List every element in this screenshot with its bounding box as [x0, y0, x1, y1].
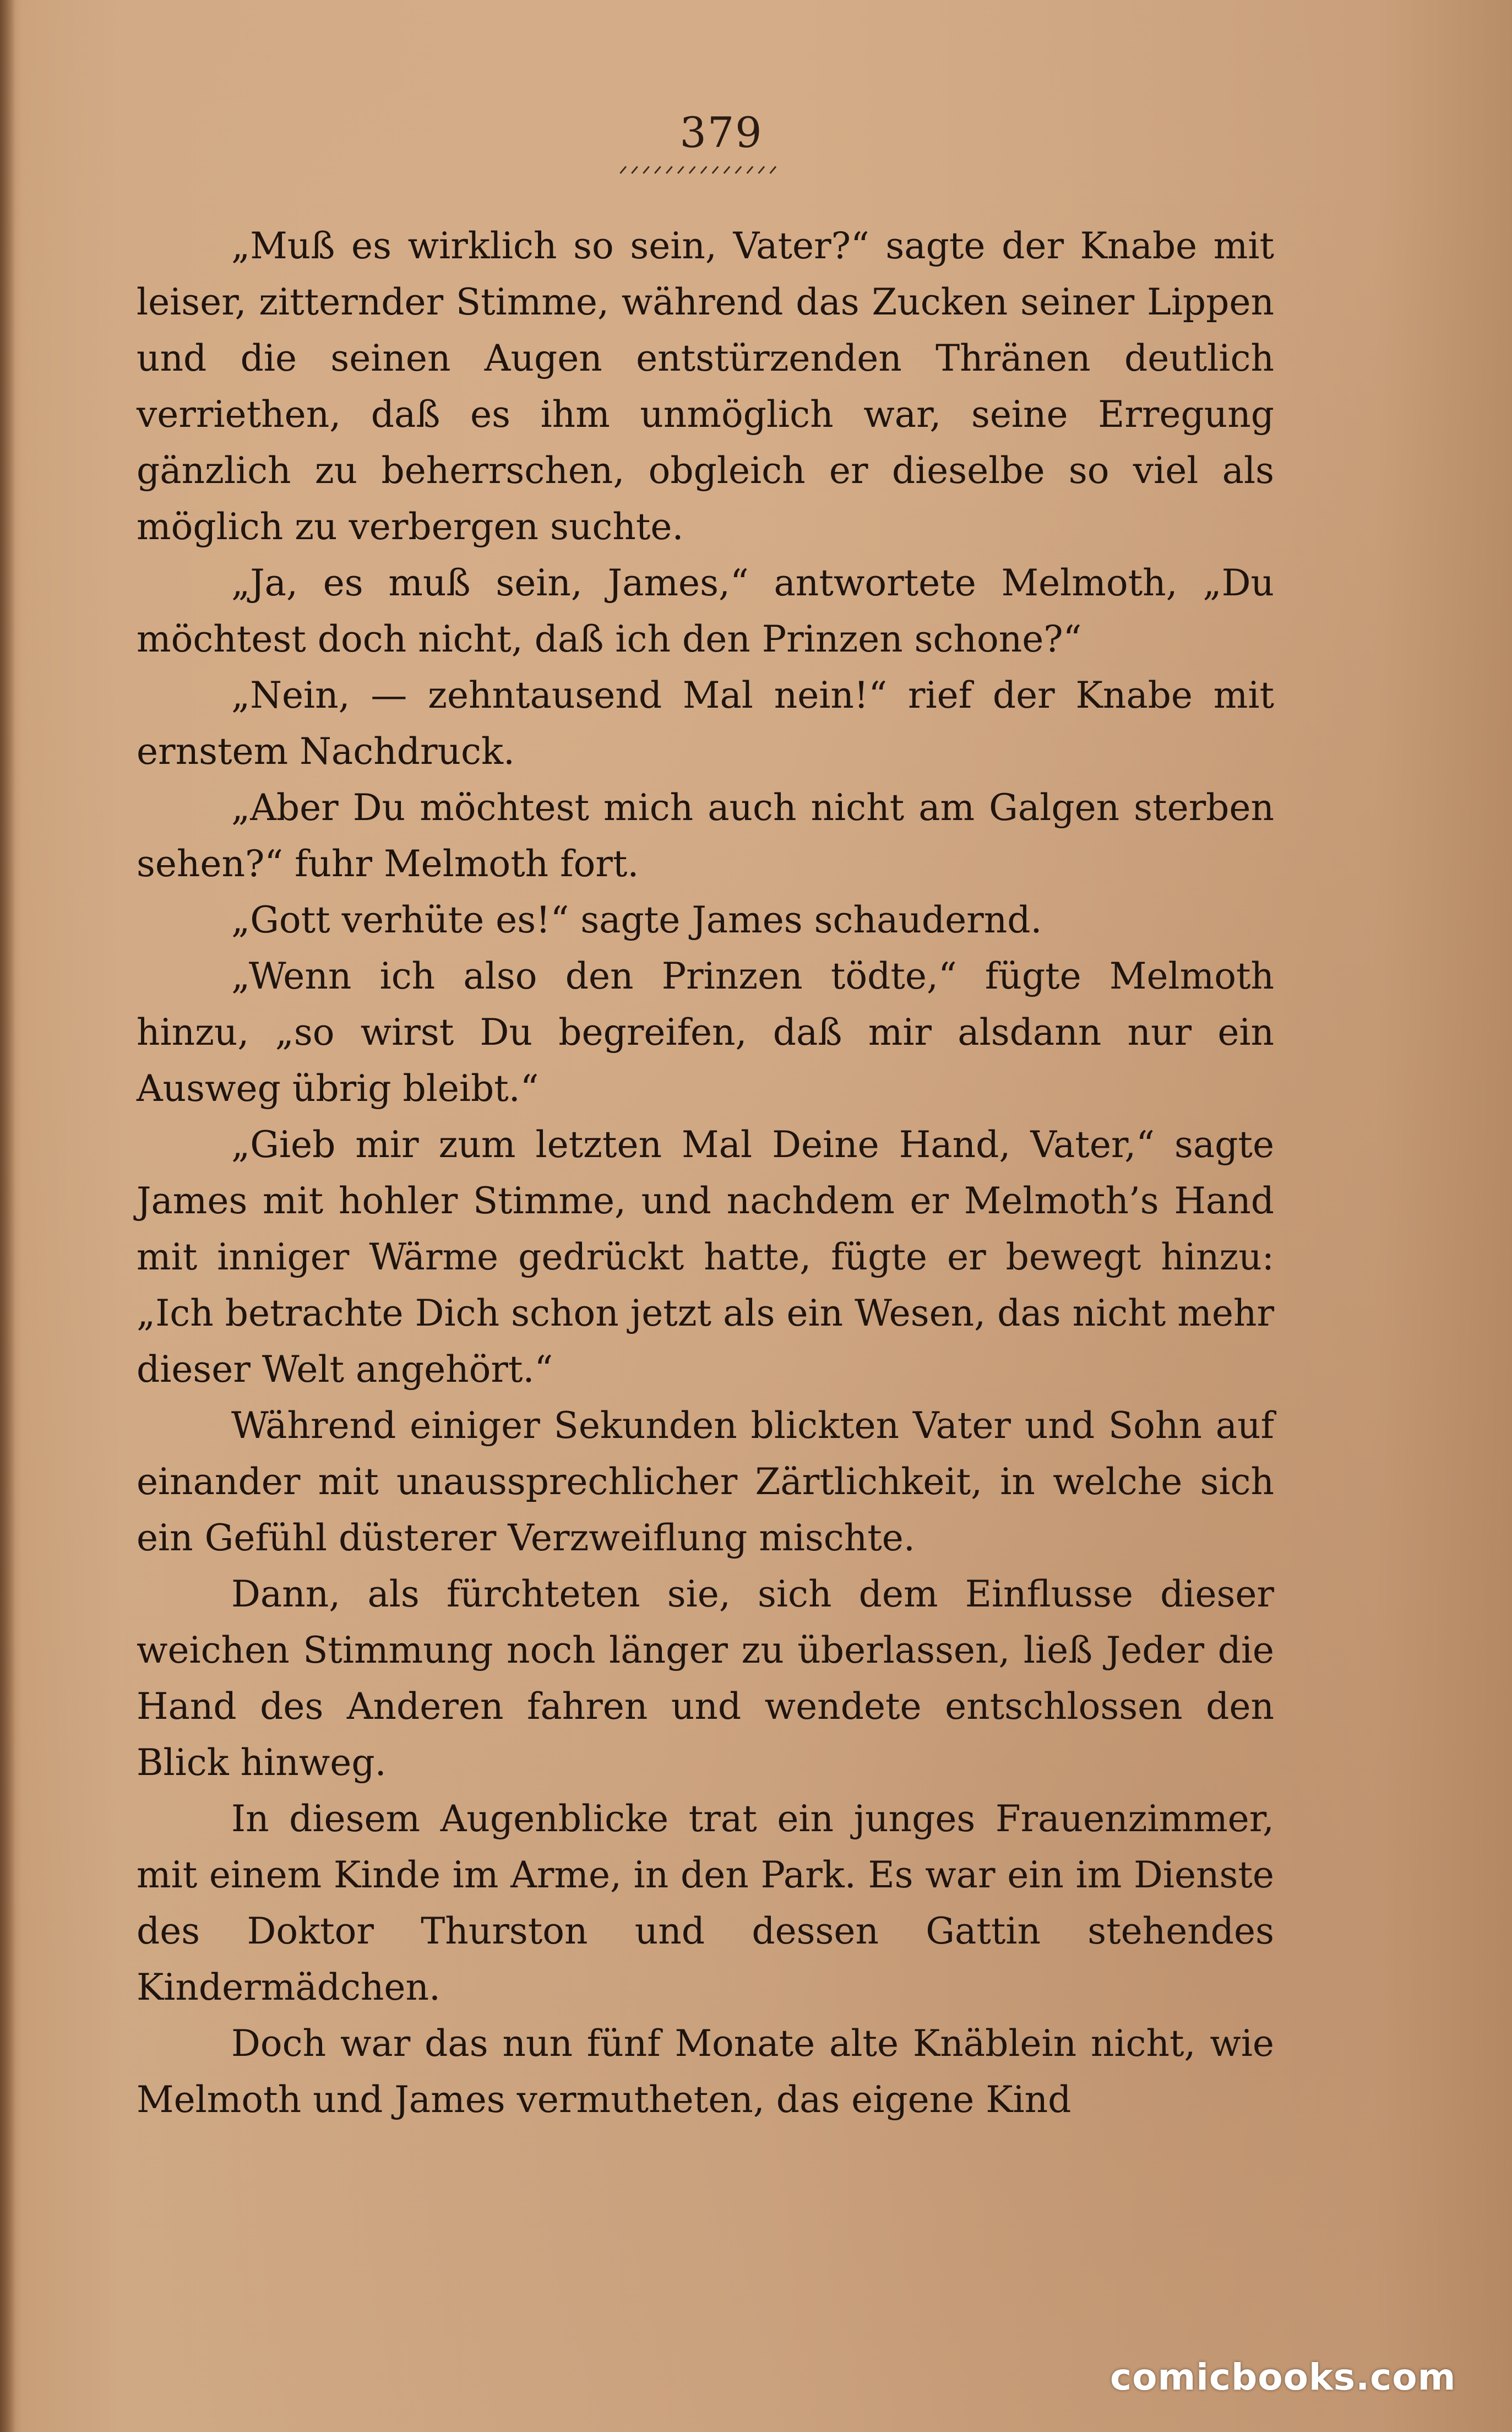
watermark-text: comicbooks.com: [1110, 2356, 1456, 2398]
paragraph-4: „Aber Du möchtest mich auch nicht am Galgen sterben sehen?“ fuhr Melmoth fort.: [137, 786, 1274, 885]
paragraph-1: „Muß es wirklich so sein, Vater?“ sagte der Knabe mit leiser, zitternder Stimme, während das Zucken seiner Lippen und die seinen Augen entstürzenden Thränen deutlich verriethen, daß es ihm unmöglich war, seine Erregung gänzlich zu beherrschen, obgleich er dieselbe so viel als möglich zu verbergen suchte.: [137, 225, 1274, 548]
page-edge-shadow: [0, 0, 15, 2432]
paragraph-7: „Gieb mir zum letzten Mal Deine Hand, Vater,“ sagte James mit hohler Stimme, und nachdem er Melmoth’s Hand mit inniger Wärme gedrückt hatte, fügte er bewegt hinzu: „Ich betrachte Dich schon jetzt als ein Wesen, das nicht mehr dieser Welt angehört.“: [137, 1123, 1274, 1391]
paragraph-10: In diesem Augenblicke trat ein junges Frauenzimmer, mit einem Kinde im Arme, in den Park. Es war ein im Dienste des Doktor Thurston und dessen Gattin stehendes Kindermädchen.: [137, 1798, 1274, 2008]
body-text: [137, 218, 1274, 2128]
paragraph-8: Während einiger Sekunden blickten Vater und Sohn auf einander mit unaussprechlicher Zärtlichkeit, in welche sich ein Gefühl düsterer Verzweiflung mischte.: [137, 1404, 1274, 1559]
paragraph-11: Doch war das nun fünf Monate alte Knäblein nicht, wie Melmoth und James vermutheten, das eigene Kind: [137, 2022, 1274, 2121]
paragraph-3: „Nein, — zehntausend Mal nein!“ rief der Knabe mit ernstem Nachdruck.: [137, 674, 1274, 773]
paragraph-9: Dann, als fürchteten sie, sich dem Einflusse dieser weichen Stimmung noch länger zu überlassen, ließ Jeder die Hand des Anderen fahren und wendete entschlossen den Blick hinweg.: [137, 1573, 1274, 1784]
paragraph-2: „Ja, es muß sein, James,“ antwortete Melmoth, „Du möchtest doch nicht, daß ich den Prinzen schone?“: [137, 562, 1274, 660]
header-ornament: ᐟᐟᐟᐟᐟᐟᐟᐟᐟᐟᐟᐟᐟᐟ: [618, 162, 780, 187]
paragraph-6: „Wenn ich also den Prinzen tödte,“ fügte Melmoth hinzu, „so wirst Du begreifen, daß mir alsdann nur ein Ausweg übrig bleibt.“: [137, 955, 1274, 1110]
paragraph-5: „Gott verhüte es!“ sagte James schaudernd.: [231, 899, 1042, 941]
page-number: 379: [679, 108, 763, 157]
